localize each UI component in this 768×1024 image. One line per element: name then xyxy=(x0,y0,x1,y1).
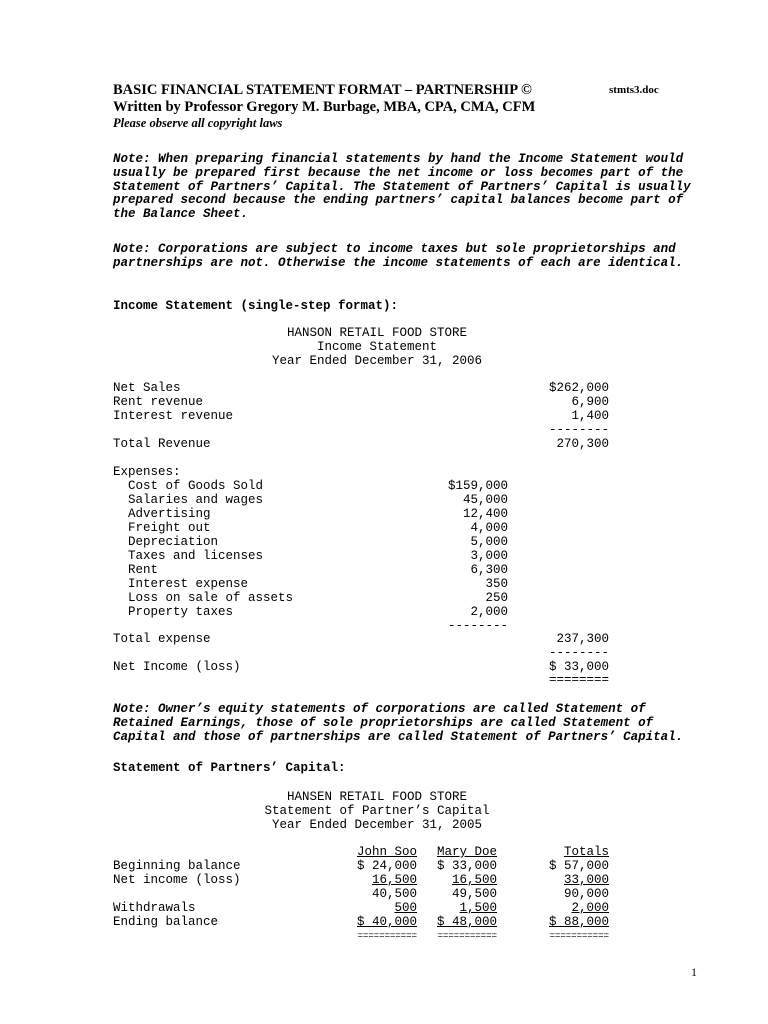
note-income-taxes xyxy=(113,243,713,271)
expense-row xyxy=(113,494,613,508)
company-name: HANSEN RETAIL FOOD STORE xyxy=(286,790,468,804)
row-label: Ending balance xyxy=(113,915,219,929)
expense-row xyxy=(113,578,613,592)
double-rule: =========== xyxy=(549,931,609,941)
statement-period: Year Ended December 31, 2006 xyxy=(271,353,483,368)
row-label: Total expense xyxy=(113,632,211,646)
row-label: Net Income (loss) xyxy=(113,660,241,674)
double-rule: ======== xyxy=(548,673,609,687)
total-expense-row xyxy=(113,633,613,647)
dashed-rule: -------- xyxy=(548,646,609,660)
column-header: John Soo xyxy=(356,845,417,859)
page-number: 1 xyxy=(691,965,697,979)
row-amount: 350 xyxy=(485,577,508,591)
note-line: prepared second because the ending partners’ capital balances become part of xyxy=(113,193,684,208)
cell-john-soo: $ 40,000 xyxy=(356,915,417,929)
row-label: Net income (loss) xyxy=(113,873,241,887)
row-label: Total Revenue xyxy=(113,437,211,451)
capital-row xyxy=(113,860,613,874)
note-line: Statement of Partners’ Capital. The Statement of Partners’ Capital is usually xyxy=(113,179,691,194)
capital-row xyxy=(113,874,613,888)
company-name: HANSON RETAIL FOOD STORE xyxy=(286,326,468,340)
row-label: Withdrawals xyxy=(113,901,196,915)
cell-john-soo: $ 24,000 xyxy=(356,859,417,873)
partners-capital-title-block xyxy=(250,791,504,832)
cell-john-soo: 40,500 xyxy=(371,887,417,901)
row-label: Rent revenue xyxy=(113,395,204,409)
capital-double-rule-row xyxy=(113,931,613,945)
double-rule: =========== xyxy=(357,931,417,941)
statement-name: Income Statement xyxy=(316,339,438,354)
expenses-heading-row xyxy=(113,466,613,480)
expense-row xyxy=(113,522,613,536)
row-amount: 237,300 xyxy=(556,632,609,646)
partners-capital-heading: Statement of Partners’ Capital: xyxy=(113,761,346,775)
row-label: Cost of Goods Sold xyxy=(128,479,264,493)
expense-row xyxy=(113,592,613,606)
dashed-rule: -------- xyxy=(447,619,508,633)
note-line: Note: Owner’s equity statements of corporations are called Statement of xyxy=(113,702,646,716)
expenses-heading: Expenses: xyxy=(113,465,181,479)
dashed-rule: -------- xyxy=(548,423,609,437)
row-label: Freight out xyxy=(128,521,211,535)
row-amount: 5,000 xyxy=(470,535,508,549)
capital-row xyxy=(113,902,613,916)
row-amount: 270,300 xyxy=(556,437,609,451)
rule-row xyxy=(113,424,613,438)
capital-header-row xyxy=(113,846,613,860)
capital-row xyxy=(113,916,613,930)
cell-mary-doe: 1,500 xyxy=(459,901,497,915)
row-amount: $262,000 xyxy=(548,381,609,395)
cell-mary-doe: $ 33,000 xyxy=(436,859,497,873)
document-filename: stmts3.doc xyxy=(609,84,659,96)
row-amount: 250 xyxy=(485,591,508,605)
row-amount: 3,000 xyxy=(470,549,508,563)
row-amount: 12,400 xyxy=(462,507,508,521)
net-income-row xyxy=(113,661,613,675)
row-label: Loss on sale of assets xyxy=(128,591,294,605)
cell-totals: 33,000 xyxy=(563,873,609,887)
expense-row xyxy=(113,606,613,620)
revenue-row xyxy=(113,410,613,424)
expense-row xyxy=(113,536,613,550)
revenue-row xyxy=(113,396,613,410)
cell-totals: 90,000 xyxy=(563,887,609,901)
row-amount: 1,400 xyxy=(571,409,609,423)
row-label: Interest expense xyxy=(128,577,249,591)
note-line: Note: When preparing financial statements by hand the Income Statement would xyxy=(113,152,684,166)
row-label: Net Sales xyxy=(113,381,181,395)
cell-totals: $ 88,000 xyxy=(548,915,609,929)
note-preparation-order xyxy=(113,153,713,222)
column-header: Mary Doe xyxy=(436,845,497,859)
row-label: Salaries and wages xyxy=(128,493,264,507)
note-line: Retained Earnings, those of sole proprietorships are called Statement of xyxy=(113,715,654,730)
statement-name: Statement of Partner’s Capital xyxy=(264,803,490,818)
row-amount: $159,000 xyxy=(447,479,508,493)
note-line: Capital and those of partnerships are called Statement of Partners’ Capital. xyxy=(113,729,684,744)
cell-mary-doe: 49,500 xyxy=(451,887,497,901)
row-label: Property taxes xyxy=(128,605,234,619)
document-title: BASIC FINANCIAL STATEMENT FORMAT – PARTNERSHIP © xyxy=(113,82,532,98)
row-amount: 4,000 xyxy=(470,521,508,535)
row-label: Interest revenue xyxy=(113,409,234,423)
column-header: Totals xyxy=(563,845,609,859)
double-rule: =========== xyxy=(437,931,497,941)
note-line: partnerships are not. Otherwise the income statements of each are identical. xyxy=(113,255,684,270)
row-amount: 2,000 xyxy=(470,605,508,619)
statement-period: Year Ended December 31, 2005 xyxy=(271,817,483,832)
cell-mary-doe: $ 48,000 xyxy=(436,915,497,929)
row-amount: 6,900 xyxy=(571,395,609,409)
expense-row xyxy=(113,550,613,564)
row-label: Taxes and licenses xyxy=(128,549,264,563)
cell-totals: 2,000 xyxy=(571,901,609,915)
note-line: the Balance Sheet. xyxy=(113,207,249,222)
note-equity-statements xyxy=(113,703,713,744)
row-label: Rent xyxy=(128,563,159,577)
expense-row xyxy=(113,564,613,578)
rule-row xyxy=(113,674,613,688)
revenue-row xyxy=(113,382,613,396)
row-amount: 45,000 xyxy=(462,493,508,507)
cell-mary-doe: 16,500 xyxy=(451,873,497,887)
note-line: usually be prepared first because the net income or loss becomes part of the xyxy=(113,165,684,180)
document-author: Written by Professor Gregory M. Burbage, MBA, CPA, CMA, CFM xyxy=(113,99,536,115)
note-line: Note: Corporations are subject to income taxes but sole proprietorships and xyxy=(113,242,676,256)
row-label: Beginning balance xyxy=(113,859,241,873)
row-label: Advertising xyxy=(128,507,211,521)
income-statement-title-block xyxy=(250,327,504,368)
expense-row xyxy=(113,480,613,494)
income-statement-heading: Income Statement (single-step format): xyxy=(113,299,399,313)
rule-row xyxy=(113,647,613,661)
cell-john-soo: 16,500 xyxy=(371,873,417,887)
total-revenue-row xyxy=(113,438,613,452)
copyright-notice: Please observe all copyright laws xyxy=(113,116,283,130)
row-amount: 6,300 xyxy=(470,563,508,577)
cell-totals: $ 57,000 xyxy=(548,859,609,873)
row-label: Depreciation xyxy=(128,535,219,549)
expense-row xyxy=(113,508,613,522)
capital-row xyxy=(113,888,613,902)
cell-john-soo: 500 xyxy=(394,901,417,915)
row-amount: $ 33,000 xyxy=(548,660,609,674)
